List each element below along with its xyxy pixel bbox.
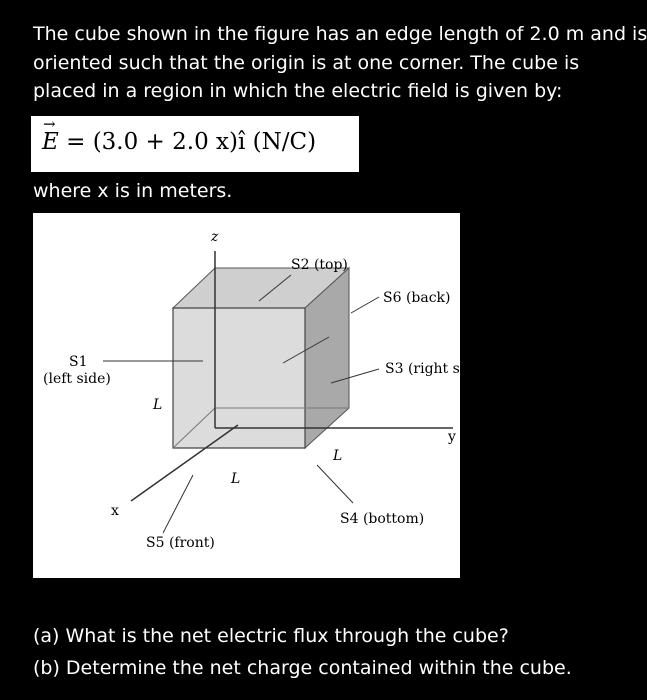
intro-line-1: The cube shown in the figure has an edge length of 2.0 m and is xyxy=(33,23,647,45)
electric-field-equation xyxy=(31,116,359,172)
question-a: (a) What is the net electric flux through the cube? xyxy=(33,625,509,647)
edge-label-left: L xyxy=(153,397,163,413)
edge-label-bottom: L xyxy=(231,471,241,487)
intro-line-3: placed in a region in which the electric field is given by: xyxy=(33,80,563,102)
x-axis-label: x xyxy=(111,503,119,519)
cube-figure xyxy=(33,213,488,578)
y-axis-label: y xyxy=(448,429,456,445)
problem-intro xyxy=(33,20,647,106)
cube-diagram xyxy=(33,213,488,578)
field-vector-symbol: → E xyxy=(42,129,59,155)
label-s1-desc: (left side) xyxy=(43,371,111,387)
label-s1: S1 xyxy=(69,354,88,370)
label-s5: S5 (front) xyxy=(146,535,215,551)
label-s3: S3 (right side) xyxy=(385,361,488,377)
z-axis-label: z xyxy=(211,229,219,245)
question-b: (b) Determine the net charge contained within the cube. xyxy=(33,657,572,679)
label-s6: S6 (back) xyxy=(383,290,451,306)
label-s4: S4 (bottom) xyxy=(340,511,425,527)
cube-front-face xyxy=(173,308,305,448)
where-text: where x is in meters. xyxy=(33,180,233,202)
questions xyxy=(33,620,572,684)
edge-label-right: L xyxy=(333,448,343,464)
equation-rhs: = (3.0 + 2.0 x)î (N/C) xyxy=(58,129,317,155)
intro-line-2: oriented such that the origin is at one corner. The cube is xyxy=(33,51,580,74)
label-s2: S2 (top) xyxy=(291,257,348,273)
